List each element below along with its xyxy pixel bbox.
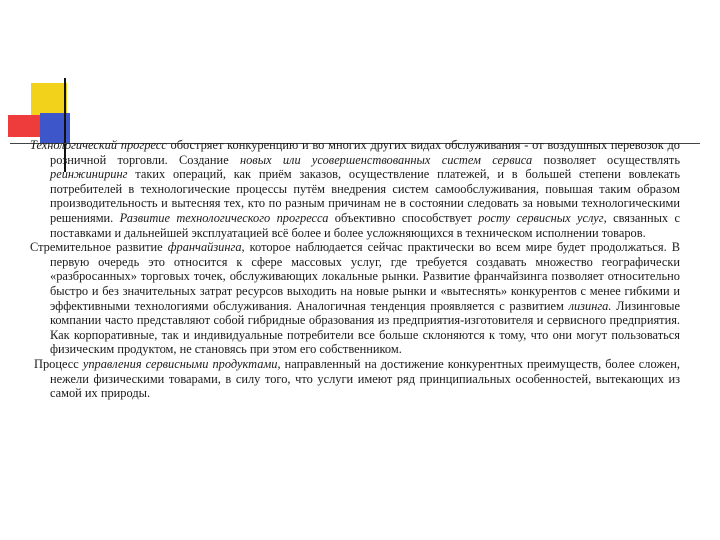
text-run: лизинга. — [568, 298, 612, 313]
text-run: Стремительное развитие — [30, 240, 168, 255]
text-run: позволяет осуществлять — [532, 152, 680, 167]
slide-body — [30, 138, 680, 401]
text-run: обостряет конкуренцию и во многих других видах обслуживания - от воздушных перевозок до розничной торговли. Создание — [50, 138, 681, 167]
text-run: , направленный на достижение конкурентных преимуществ, более сложен, нежели физическими товарами, в силу того, что услуги имеют ряд принципиальных особенностей, вытекающих из самой их природы. — [50, 356, 680, 401]
text-run: Процесс — [34, 356, 83, 371]
text-run: Технологический прогресс — [30, 138, 167, 152]
text-run: управления сервисными продуктами — [82, 356, 278, 371]
paragraph-service-products — [30, 357, 680, 401]
paragraph-franchising — [30, 240, 680, 357]
text-run: новых или усовершенствованных систем сервиса — [239, 152, 533, 167]
text-run: объективно способствует — [328, 210, 479, 225]
text-run: , которое наблюдается сейчас практически во всем мире будет продолжаться. В первую очередь это относится к сфере массовых услуг, где требуется создавать множество географически «разбросанных» торговых точек, обслуживающих локальные рынки. Развитие франчайзинга позволяет относительно быстро и без значительных затрат ресурсов выходить на новые рынки и «вытеснять» конкурентов с менее гибкими и эффективными технологиями обслуживания. Аналогичная тенденция проявляется с развитием — [50, 240, 680, 313]
text-run: росту сервисных услуг — [478, 210, 604, 225]
text-run: Лизинговые компании часто представляют собой гибридные образования из предприятия-изготовителя и сервисного предприятия. Как корпоративные, так и индивидуальные потребители все больше склоняются к тому, что они могут пользоваться физическим продуктом, не становясь при этом его собственником. — [50, 298, 680, 357]
paragraph-technological-progress — [30, 138, 680, 240]
text-run: Развитие технологического прогресса — [119, 210, 329, 225]
text-run: , связанных с поставками и дальнейшей эксплуатацией всё более и более усложняющихся в техническом исполнении товаров. — [50, 210, 680, 240]
text-run: таких операций, как приём заказов, осуществление платежей, и в большей степени вовлекать потребителей в технологические процессы путём внедрения систем самообслуживания, повышая таким образом производительность и вытесняя тех, кто по разным причинам не в состоянии следовать за новыми технологическими решениями. — [50, 167, 680, 225]
text-run: франчайзинга — [167, 240, 242, 255]
text-run: реинжиниринг — [50, 167, 128, 182]
